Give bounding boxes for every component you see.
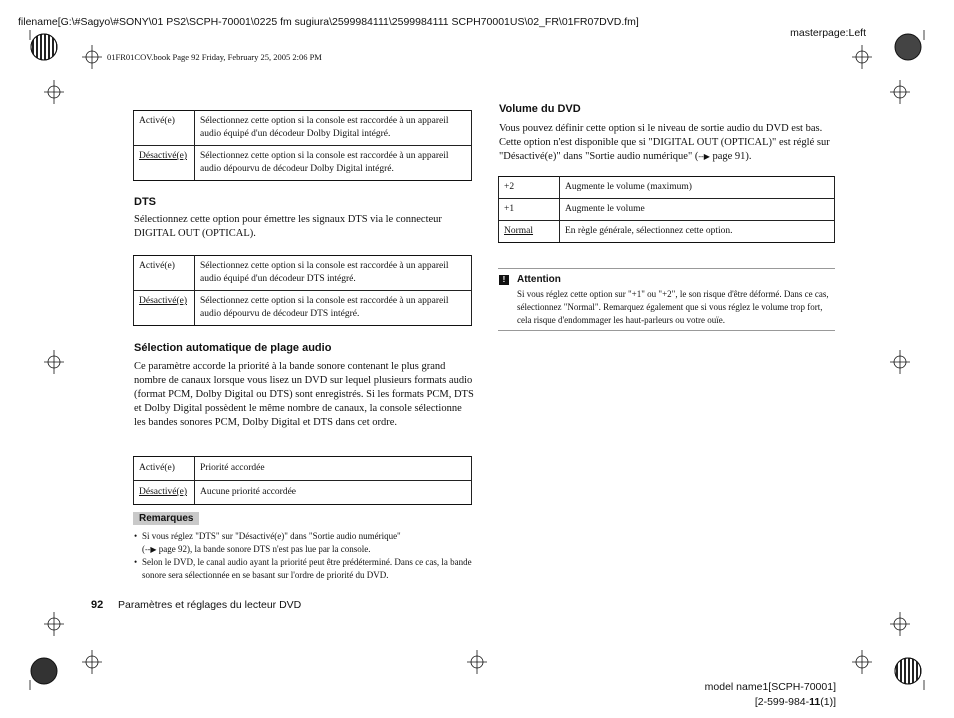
- list-item: [134, 530, 474, 556]
- crosshair-icon: [44, 80, 64, 104]
- option-description: Augmente le volume (maximum): [560, 177, 835, 199]
- volume-options-table: [498, 176, 835, 243]
- volume-text-part: Vous pouvez définir cette option si le niveau de sortie audio du DVD est bas. Cette option n'est disponible que si "DIGITAL OUT (OPTICAL)" est réglé sur "Désactivé(e)" dans "Sortie audio numérique" (: [499, 123, 830, 162]
- option-name: Activé(e): [134, 111, 195, 146]
- option-name: Activé(e): [134, 457, 195, 481]
- model-line: model name1[SCPH-70001]: [704, 681, 836, 693]
- option-description: En règle générale, sélectionnez cette option.: [560, 221, 835, 243]
- warning-icon: !: [499, 275, 509, 285]
- crosshair-icon: [82, 45, 102, 69]
- volume-text-part: page 91).: [712, 151, 752, 162]
- section-title: Paramètres et réglages du lecteur DVD: [118, 599, 302, 611]
- volume-heading: Volume du DVD: [499, 103, 581, 115]
- volume-text: [499, 122, 835, 164]
- table-row: [134, 256, 472, 291]
- auto-range-heading: Sélection automatique de plage audio: [134, 342, 332, 354]
- table-row: [134, 481, 472, 505]
- remarks-label: Remarques: [133, 512, 199, 525]
- table-row: [134, 291, 472, 326]
- option-name-default: Désactivé(e): [134, 291, 195, 326]
- option-name-default: Désactivé(e): [134, 146, 195, 181]
- crosshair-icon: [852, 650, 872, 674]
- code-part-bold: 11: [809, 696, 821, 708]
- code-part: [2-599-984-: [754, 696, 810, 708]
- crosshair-icon: [82, 650, 102, 674]
- crosshair-icon: [44, 612, 64, 636]
- option-description: Priorité accordée: [195, 457, 472, 481]
- remarks-list: [134, 530, 474, 582]
- option-description: Sélectionnez cette option si la console est raccordée à un appareil audio équipé d'un décodeur Dolby Digital intégré.: [195, 111, 472, 146]
- book-info-line: 01FR01COV.book Page 92 Friday, February 25, 2005 2:06 PM: [107, 52, 322, 62]
- dts-options-table: [133, 255, 472, 326]
- attention-top-rule: [498, 268, 835, 269]
- note-text: Selon le DVD, le canal audio ayant la priorité peut être prédéterminé. Dans ce cas, la bande sonore sera sélectionnée en se basant sur l'ordre de priorité du DVD.: [142, 557, 472, 580]
- option-name: Activé(e): [134, 256, 195, 291]
- crosshair-icon: [852, 45, 872, 69]
- option-description: Aucune priorité accordée: [195, 481, 472, 505]
- crosshair-icon: [44, 350, 64, 374]
- note-text-paren: (--▶: [142, 544, 157, 554]
- registration-mark-icon: [895, 34, 921, 60]
- note-text: Si vous réglez "DTS" sur "Désactivé(e)" dans "Sortie audio numérique": [142, 531, 401, 541]
- arrow-reference-icon: --▶: [698, 152, 710, 161]
- table-row: [499, 199, 835, 221]
- registration-mark-icon: [31, 34, 57, 60]
- list-item: [134, 556, 474, 582]
- masterpage-label: masterpage:Left: [790, 27, 866, 39]
- option-name-default: Désactivé(e): [134, 481, 195, 505]
- option-description: Augmente le volume: [560, 199, 835, 221]
- option-description: Sélectionnez cette option si la console est raccordée à un appareil audio dépourvu de décodeur Dolby Digital intégré.: [195, 146, 472, 181]
- table-row: [134, 111, 472, 146]
- table-row: [134, 457, 472, 481]
- crosshair-icon: [890, 80, 910, 104]
- registration-mark-icon: [31, 658, 57, 684]
- dts-heading: DTS: [134, 196, 156, 208]
- table-row: [499, 177, 835, 199]
- option-description: Sélectionnez cette option si la console est raccordée à un appareil audio dépourvu de décodeur DTS intégré.: [195, 291, 472, 326]
- table-row: [499, 221, 835, 243]
- attention-text: Si vous réglez cette option sur "+1" ou "+2", le son risque d'être déformé. Dans ce cas, sélectionnez "Normal". Remarquez également que si vous réglez le volume trop fort, cela risque d'endommager les haut-parleurs ou votre ouïe.: [517, 289, 829, 325]
- model-line-code: [705, 695, 836, 710]
- option-name: +2: [499, 177, 560, 199]
- note-text: page 92), la bande sonore DTS n'est pas lue par la console.: [158, 544, 371, 554]
- crosshair-icon: [890, 612, 910, 636]
- crosshair-icon: [467, 650, 487, 674]
- crosshair-icon: [890, 350, 910, 374]
- bullet-icon: •: [134, 557, 138, 567]
- option-description: Sélectionnez cette option si la console est raccordée à un appareil audio équipé d'un décodeur DTS intégré.: [195, 256, 472, 291]
- filename-header: filename[G:\#Sagyo\#SONY\01 PS2\SCPH-70001\0225 fm sugiura\2599984111\2599984111 SCPH70001US\02_FR\01FR07DVD.fm]: [18, 16, 639, 28]
- page-number: 92: [91, 599, 104, 611]
- table-row: [134, 146, 472, 181]
- bullet-icon: •: [134, 531, 138, 541]
- model-info: [705, 680, 836, 710]
- registration-mark-icon: [895, 658, 921, 684]
- dts-text: Sélectionnez cette option pour émettre les signaux DTS via le connecteur DIGITAL OUT (OPTICAL).: [134, 214, 442, 239]
- auto-range-text: Ce paramètre accorde la priorité à la bande sonore contenant le plus grand nombre de canaux lorsque vous lisez un DVD sur lequel plusieurs formats audio (format PCM, Dolby Digital ou DTS) sont enregistrés. Si les formats PCM, DTS et Dolby Digital possèdent le même nombre de canaux, la console sélectionne les bandes sonores PCM, Dolby Digital et DTS dans cet ordre.: [134, 361, 474, 428]
- dolby-options-table: [133, 110, 472, 181]
- arrow-reference-icon: --▶: [145, 545, 157, 554]
- option-name: +1: [499, 199, 560, 221]
- attention-bottom-rule: [498, 330, 835, 331]
- option-name-default: Normal: [499, 221, 560, 243]
- attention-title: Attention: [517, 274, 561, 285]
- code-part: (1)]: [820, 696, 836, 708]
- auto-range-options-table: [133, 456, 472, 505]
